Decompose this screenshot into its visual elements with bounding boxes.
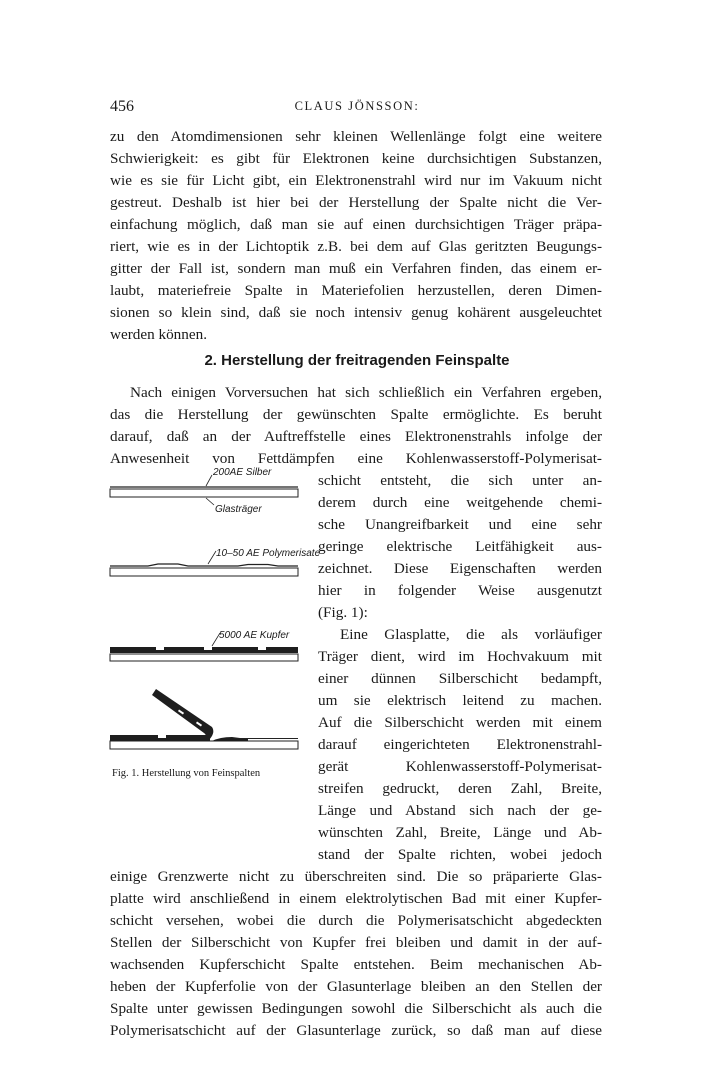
text-line: Eine Glasplatte, die als vorläufiger <box>340 626 602 643</box>
text-line: Auf die Silberschicht werden mit einem <box>318 714 602 731</box>
running-head-author: CLAUS JÖNSSON: <box>294 99 420 113</box>
slit <box>156 647 164 650</box>
text-line: wachsenden Kupferschicht Spalte entstehen. Beim mechanischen Ab- <box>110 956 602 973</box>
stage-lift <box>110 689 298 749</box>
text-line: laubt, materiefreie Spalte in Materiefolien herzustellen, deren Dimen- <box>110 282 602 299</box>
slit <box>158 735 166 738</box>
text-line: schicht versehen, wobei die durch die Polymerisatschicht abgedeckten <box>110 912 602 929</box>
text-line: darauf eingerichteten Elektronenstrahl- <box>318 736 602 753</box>
label-glass: Glasträger <box>215 504 262 515</box>
text-line: Schwierigkeit: es gibt für Elektronen keine durchsichtigen Substanzen, <box>110 150 602 167</box>
text-line: derem durch eine weitgehende chemi- <box>318 494 602 511</box>
glass-plate <box>110 741 298 749</box>
leader-line <box>206 498 214 505</box>
page-number: 456 <box>110 98 134 115</box>
text-line: gitter der Fall ist, sondern man muß ein Verfahren finden, das einem er- <box>110 260 602 277</box>
text-line: sche Unangreifbarkeit und eine sehr <box>318 516 602 533</box>
text-line: gerät Kohlenwasserstoff-Polymerisat- <box>318 758 602 775</box>
lifted-foil <box>152 689 213 741</box>
text-line: Polymerisatschicht auf der Glasunterlage zurück, so daß man auf diese <box>110 1022 602 1039</box>
text-line: werden können. <box>110 326 207 343</box>
text-line: wünschten Zahl, Breite, Länge und Ab- <box>318 824 602 841</box>
text-line: zeichnet. Diese Eigenschaften werden <box>318 560 602 577</box>
section-heading: 2. Herstellung der freitragenden Feinspalte <box>204 352 510 369</box>
text-line: riert, wie es in der Lichtoptik z.B. bei dem auf Glas geritzten Beugungs- <box>110 238 602 255</box>
text-line: sionen so klein sind, daß sie noch intensiv genug kohärent ausgeleuchtet <box>110 304 602 321</box>
text-line: streifen gedruckt, deren Zahl, Breite, <box>318 780 602 797</box>
text-line: geringe elektrische Leitfähigkeit aus- <box>318 538 602 555</box>
text-line: einfachung möglich, daß man sie auf einen durchsichtigen Träger präpa- <box>110 216 602 233</box>
glass-plate <box>110 489 298 497</box>
text-line: heben der Kupferfolie von der Glasunterlage bleiben an den Stellen der <box>110 978 602 995</box>
figure-caption: Fig. 1. Herstellung von Feinspalten <box>112 768 261 779</box>
glass-plate <box>110 654 298 661</box>
text-line: einige Grenzwerte nicht zu überschreiten sind. Die so präparierte Glas- <box>110 868 602 885</box>
polymer-layer <box>110 564 298 566</box>
text-line: einer dünnen Silberschicht bedampft, <box>318 670 602 687</box>
text-line: platte wird anschließend in einem elektrolytischen Bad mit einer Kupfer- <box>110 890 602 907</box>
glass-plate <box>110 568 298 576</box>
text-line: Länge und Abstand sich nach der ge- <box>318 802 602 819</box>
text-line: schicht entsteht, die sich unter an- <box>318 472 602 489</box>
text-line: gestreut. Deshalb ist hier bei der Herstellung der Spalte nicht die Ver- <box>110 194 602 211</box>
text-line: stand der Spalte richten, wobei jedoch <box>318 846 602 863</box>
label-silver: 200AE Silber <box>213 467 272 478</box>
text-line: Anwesenheit von Fettdämpfen eine Kohlenwasserstoff-Polymerisat- <box>110 450 602 467</box>
slit <box>204 647 212 650</box>
text-line: um sie elektrisch leitend zu machen. <box>318 692 602 709</box>
text-line: wie es sie für Licht gibt, ein Elektronenstrahl wird nur im Vakuum nicht <box>110 172 602 189</box>
text-line: Stellen der Silberschicht von Kupfer frei bleiben und damit in der auf- <box>110 934 602 951</box>
figure-1-drawing <box>108 465 308 765</box>
text-line: (Fig. 1): <box>318 604 368 621</box>
label-copper: 5000 AE Kupfer <box>219 630 290 641</box>
text-line: darauf, daß an der Auftreffstelle eines Elektronenstrahls infolge der <box>110 428 602 445</box>
text-line: hier in folgender Weise ausgenutzt <box>318 582 602 599</box>
slit <box>258 647 266 650</box>
text-line: Träger dient, wird im Hochvakuum mit <box>318 648 602 665</box>
text-line: Spalte unter gewissen Bedingungen sowohl die Silberschicht als auch die <box>110 1000 602 1017</box>
leader-line <box>206 475 212 486</box>
text-line: zu den Atomdimensionen sehr kleinen Wellenlänge folgt eine weitere <box>110 128 602 145</box>
stage-silver <box>110 475 298 505</box>
leader-line <box>208 551 216 564</box>
text-line: das die Herstellung der gewünschten Spalte ermöglichte. Es beruht <box>110 406 602 423</box>
label-polymer: 10–50 AE Polymerisate <box>216 548 321 559</box>
text-line: Nach einigen Vorversuchen hat sich schließlich ein Verfahren ergeben, <box>130 384 602 401</box>
